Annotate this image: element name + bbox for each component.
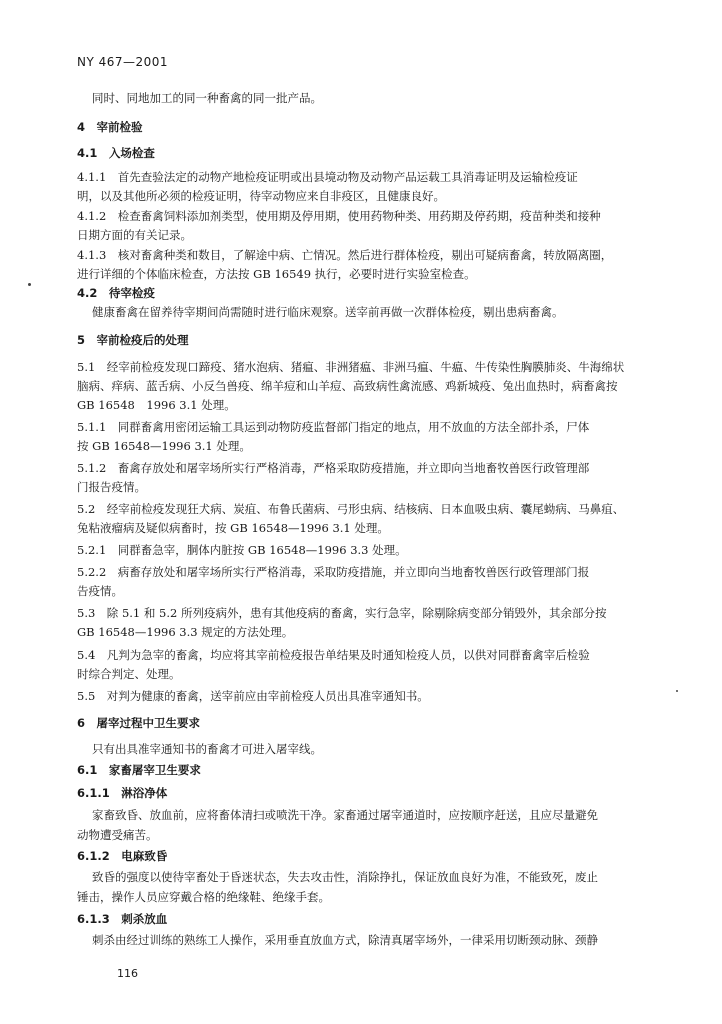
text-line: 告疫情。 xyxy=(77,584,123,598)
text-line: 明，以及其他所必须的检疫证明，待宰动物应来自非疫区，且健康良好。 xyxy=(77,189,445,203)
section-heading: 6 屠宰过程中卫生要求 xyxy=(77,716,201,730)
text-line: 家畜致昏、放血前，应将畜体清扫或喷洗干净。家畜通过屠宰通道时，应按顺序赶送，且应尽量避免 xyxy=(92,808,598,822)
subsection-heading: 6.1.1 淋浴净体 xyxy=(77,786,168,800)
page-number: 116 xyxy=(117,967,138,980)
scan-speck xyxy=(28,283,31,286)
text-line: 脑病、痒病、蓝舌病、小反刍兽疫、绵羊痘和山羊痘、高致病性禽流感、鸡新城疫、兔出血热时，病畜禽按 xyxy=(77,379,618,393)
subsection-heading: 6.1.3 刺杀放血 xyxy=(77,912,168,926)
text-line: 4.1.3 核对畜禽种类和数目，了解途中病、亡情况。然后进行群体检疫，剔出可疑病畜禽，转放隔离圈， xyxy=(77,248,613,262)
text-line: 时综合判定、处理。 xyxy=(77,667,181,681)
scan-speck xyxy=(676,690,678,692)
subsection-heading: 4.1 入场检查 xyxy=(77,146,155,160)
text-line: 5.3 除 5.1 和 5.2 所列疫病外，患有其他疫病的畜禽，实行急宰，除剔除病变部分销毁外，其余部分按 xyxy=(77,606,607,620)
text-line: 4.1.2 检查畜禽饲料添加剂类型，使用期及停用期，使用药物种类、用药期及停药期，疫苗种类和接种 xyxy=(77,209,601,223)
text-line: 5.1 经宰前检疫发现口蹄疫、猪水泡病、猪瘟、非洲猪瘟、非洲马瘟、牛瘟、牛传染性胸膜肺炎、牛海绵状 xyxy=(77,360,625,374)
text-line: 5.4 凡判为急宰的畜禽，均应将其宰前检疫报告单结果及时通知检疫人员，以供对同群畜禽宰后检验 xyxy=(77,648,590,662)
text-line: 5.5 对判为健康的畜禽，送宰前应由宰前检疫人员出具准宰通知书。 xyxy=(77,689,429,703)
text-line: 5.1.1 同群畜禽用密闭运输工具运到动物防疫监督部门指定的地点，用不放血的方法全部扑杀，尸体 xyxy=(77,420,590,434)
text-line: 同时、同地加工的同一种畜禽的同一批产品。 xyxy=(92,91,322,105)
standard-code-header: NY 467—2001 xyxy=(77,55,169,69)
text-line: 进行详细的个体临床检查，方法按 GB 16549 执行，必要时进行实验室检查。 xyxy=(77,267,476,281)
subsection-heading: 6.1.2 电麻致昏 xyxy=(77,849,168,863)
text-line: 刺杀由经过训练的熟练工人操作，采用垂直放血方式，除清真屠宰场外，一律采用切断颈动脉、颈静 xyxy=(92,933,598,947)
text-line: 5.2 经宰前检疫发现狂犬病、炭疽、布鲁氏菌病、弓形虫病、结核病、日本血吸虫病、囊尾蚴病、马鼻疽、 xyxy=(77,502,625,516)
text-line: 按 GB 16548—1996 3.1 处理。 xyxy=(77,439,251,453)
text-line: 锤击，操作人员应穿戴合格的绝缘鞋、绝缘手套。 xyxy=(77,890,330,904)
section-heading: 5 宰前检疫后的处理 xyxy=(77,333,189,347)
subsection-heading: 6.1 家畜屠宰卫生要求 xyxy=(77,763,201,777)
section-heading: 4 宰前检验 xyxy=(77,120,143,134)
text-line: GB 16548 1996 3.1 处理。 xyxy=(77,398,236,412)
text-line: 5.2.2 病畜存放处和屠宰场所实行严格消毒，采取防疫措施，并立即向当地畜牧兽医行政管理部门报 xyxy=(77,565,590,579)
text-line: 只有出具准宰通知书的畜禽才可进入屠宰线。 xyxy=(92,742,322,756)
text-line: 门报告疫情。 xyxy=(77,480,146,494)
subsection-heading: 4.2 待宰检疫 xyxy=(77,286,155,300)
text-line: 4.1.1 首先查验法定的动物产地检疫证明或出县境动物及动物产品运载工具消毒证明及运输检疫证 xyxy=(77,170,578,184)
text-line: 致昏的强度以使待宰畜处于昏迷状态，失去攻击性，消除挣扎，保证放血良好为准，不能致死，废止 xyxy=(92,870,598,884)
text-line: 5.2.1 同群畜急宰，胴体内脏按 GB 16548—1996 3.3 处理。 xyxy=(77,543,407,557)
text-line: 5.1.2 畜禽存放处和屠宰场所实行严格消毒，严格采取防疫措施，并立即向当地畜牧兽医行政管理部 xyxy=(77,461,590,475)
text-line: 日期方面的有关记录。 xyxy=(77,228,192,242)
text-line: 健康畜禽在留养待宰期间尚需随时进行临床观察。送宰前再做一次群体检疫，剔出患病畜禽。 xyxy=(92,305,564,319)
text-line: 兔粘液瘤病及疑似病畜时，按 GB 16548—1996 3.1 处理。 xyxy=(77,521,389,535)
text-line: GB 16548—1996 3.3 规定的方法处理。 xyxy=(77,625,294,639)
text-line: 动物遭受痛苦。 xyxy=(77,828,158,842)
